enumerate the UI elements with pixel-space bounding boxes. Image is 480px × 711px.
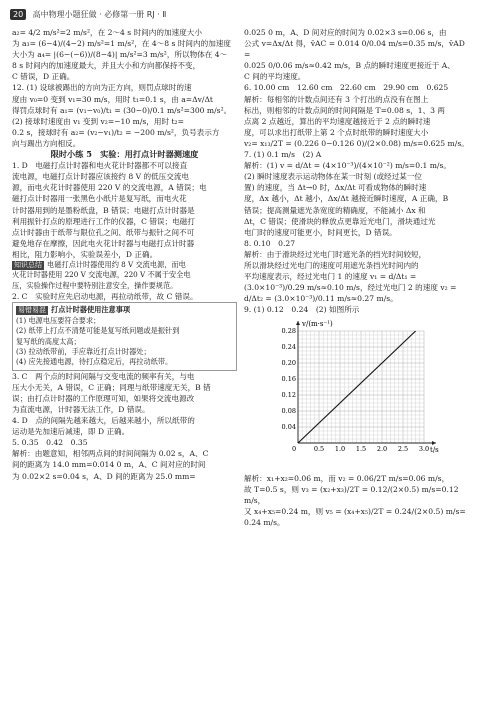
text-line: 度，Δx 越小，Δt 越小，Δx/Δt 越接近瞬时速度，A 正确，B [244, 194, 449, 204]
text-line: 电门时的速度可能更小，时间更长，D 错误。 [244, 227, 397, 237]
text-line: 0.2 s，接球时有 a₂= (v₂−v₁)/t₂ = −200 m/s²，负号表示方 [12, 127, 220, 137]
text-line: 6. 10.00 cm 12.60 cm 22.60 cm 29.90 cm 0.625 [244, 83, 449, 93]
text-line: 为直流电源，计时器无法工作，D 错误。 [12, 405, 150, 414]
text-line: 错误；提高测量遮光条宽度的精确度，不能减小 Δx 和 [244, 205, 426, 215]
text-line: 误；由打点计时器的工作原理可知，如果将交流电源改 [12, 393, 195, 403]
text-line: 标出，则相邻的计数点间的时间间隔是 T=0.08 s，1、3 两 [244, 105, 446, 115]
velocity-time-graph [264, 317, 444, 467]
y-tick-label: 0.24 [281, 343, 296, 352]
text-line: 为 a₃= (6−4)/(4−2) m/s²=1 m/s²，在 4～8 s 时间内的加速度 [12, 39, 231, 49]
y-tick-label: 0.28 [281, 327, 296, 336]
page-number: 20 [10, 9, 26, 20]
text-line: 源，而电火花计时器使用 220 V 的交流电源，A 错误；电 [12, 183, 207, 193]
text-line: 磁打点计时器用一张黑色小纸片是复写纸，而电火花 [12, 194, 187, 204]
x-tick-label: 1.0 [334, 445, 346, 454]
text-line: 解析：(1) v = d/Δt = (4×10⁻³)/(4×10⁻²) m/s=0.1 m/s。 [244, 161, 451, 171]
left-column [12, 27, 237, 482]
text-line: 避免地存在摩擦，因此电火花计时器与电磁打点计时器 [12, 238, 195, 248]
y-tick-label: 0.20 [281, 359, 296, 368]
text-line: 利用振针打点的原理进行工作的仪器，C 错误；电磁打 [12, 216, 195, 226]
y-tick-label: 0.08 [281, 407, 296, 416]
text-line: 点离 2 点越近，算出的平均速度越接近于 2 点的瞬时速 [244, 116, 431, 126]
note-line: (1) 电源电压要符合要求； [16, 315, 101, 325]
book-title: 高中物理小题狂做 · 必修第一册 RJ · Ⅱ [32, 10, 167, 19]
text-line: 又 x₄+x₅=0.24 m，则 v₅ = (x₄+x₅)/2T = 0.24/(2×0.5) m/s= [244, 506, 466, 516]
note-line: 火花计时器使用 220 V 交流电源，220 V 不属于安全电 [12, 270, 191, 280]
text-line: 12. (1) 设球被踢出的方向为正方向，则罚点球时的速 [12, 83, 192, 93]
text-line: C 间的平均速度。 [244, 72, 306, 82]
text-line: 故 T=0.5 s，则 v₃ = (x₂+x₃)/2T = 0.12/(2×0.5) m/s=0.12 m/s， [244, 484, 459, 505]
text-line: 得罚点球时有 a₁= (v₁−v₀)/t₁ = (30−0)/0.1 m/s²=300 m/s²。 [12, 105, 232, 115]
text-line: 相比，阻力影响小，实验误差小，D 正确。 [12, 249, 158, 259]
text-line: 1. D 电磁打点计时器和电火花计时器都不可以接直 [12, 161, 188, 171]
text-line: v₂= x₁₃/2T = (0.226 0−0.126 0)/(2×0.08) m/s=0.625 m/s。 [244, 138, 469, 148]
y-tick-label: 0.04 [281, 423, 296, 432]
x-tick-label: 0.5 [313, 445, 325, 454]
text-line: 7. (1) 0.1 m/s (2) A [244, 150, 322, 160]
text-line: 度由 v₀=0 变到 v₁=30 m/s，用时 t₁=0.1 s，由 a=Δv/Δt [12, 94, 213, 104]
chart-grid [298, 331, 424, 443]
text-line: (3.0×10⁻³)/0.29 m/s≈0.10 m/s，经过光电门 2 的速度 v₂ = [244, 283, 457, 293]
knowledge-summary-note [12, 260, 237, 291]
y-tick-label: 0.16 [281, 375, 296, 384]
text-line: 公式 v=Δx/Δt 得，v̄AC = 0.014 0/0.04 m/s=0.35 m/s，v̄AD = [244, 39, 465, 60]
y-axis-label: v/(m·s⁻¹) [302, 320, 333, 329]
x-axis-arrow [432, 441, 436, 445]
text-line: 解析：由于滑块经过光电门时遮光条的挡光时间较短， [244, 249, 427, 259]
text-line: a₂= 4/2 m/s²=2 m/s²，在 2～4 s 时间内的加速度大小 [12, 28, 202, 37]
y-tick-label: 0.12 [281, 391, 296, 400]
x-tick-label: 3.0 [418, 445, 430, 454]
text-line: 压大小无关，A 错误，C 正确；同理与纸带速度无关，B 错 [12, 382, 211, 392]
text-line: 解析：由题意知，相邻两点间的时间间隔为 0.02 s，A、C [12, 449, 209, 459]
text-line: 运动是先加速后减速，即 D 正确。 [12, 427, 130, 437]
text-line: 计时器用到的是墨粉纸盘，B 错误；电磁打点计时器是 [12, 205, 195, 215]
note-tag: 易错易混 [18, 306, 46, 315]
text-line: C 错误，D 正确。 [12, 72, 75, 82]
text-line: 流电源，电磁打点计时器应该接约 8 V 的低压交流电 [12, 172, 190, 182]
text-line: 向与踢出方向相反。 [12, 138, 81, 148]
text-line: 点计时器由于纸带与限位孔之间、纸带与振针之间不可 [12, 227, 195, 237]
text-line: 间的距离为 14.0 mm=0.014 0 m，A、C 间对应的时间 [12, 460, 206, 470]
mistake-tip-box [12, 302, 237, 370]
right-column [244, 27, 470, 528]
y-axis-arrow [296, 321, 300, 325]
text-line: 9. (1) 0.12 0.24 (2) 如图所示 [244, 305, 360, 315]
note-line: (3) 拉动纸带前，手应靠近打点计时器处； [16, 346, 151, 356]
section-title: 限时小练 5 实验：用打点计时器测速度 [50, 149, 199, 160]
text-line: (2) 瞬时速度表示运动物体在某一时刻 (或经过某一位 [244, 172, 423, 182]
note-line: 复写纸的高度太高； [16, 336, 81, 346]
text-line: 4. D 点的间隔先越来越大，后越来越小，所以纸带的 [12, 416, 195, 426]
note-line: 电磁打点计时器使用约 8 V 交流电源，而电 [47, 259, 186, 269]
x-tick-label: 1.5 [355, 445, 367, 454]
text-line: 大小为 a₄= |(6−(−6))/(8−4)| m/s²=3 m/s²，所以物体在 4～ [12, 50, 228, 60]
text-line: 为 0.02×2 s=0.04 s，A、D 间的距离为 25.0 mm= [12, 471, 196, 481]
text-line: 3. C 两个点的时间间隔与交变电流的频率有关，与电 [12, 371, 195, 381]
note-line: 压，实验操作过程中要特别注意安全，操作要规范。 [12, 280, 178, 290]
text-line: d/Δt₂ = (3.0×10⁻³)/0.11 m/s≈0.27 m/s。 [244, 294, 398, 304]
text-line: 平均速度表示，经过光电门 1 的速度 v₁ = d/Δt₁ = [244, 272, 417, 282]
text-line: 2. C 实验时应先启动电源，再拉动纸带，故 C 错误。 [12, 292, 198, 302]
x-axis-label: t/s [430, 446, 439, 455]
page-header [10, 9, 470, 22]
text-line: 度，可以求出打纸带上第 2 个点时纸带的瞬时速度大小 [244, 127, 429, 137]
x-tick-label: 2.0 [376, 445, 388, 454]
text-line: Δt，C 错误；使滑块的释放点更靠近光电门，滑块通过光 [244, 216, 436, 226]
note-line: (4) 应先接通电源，待打点稳定后，再拉动纸带。 [16, 357, 173, 367]
text-line: 5. 0.35 0.42 0.35 [12, 438, 88, 448]
text-line: 解析：x₁+x₂=0.06 m，而 v₂ = 0.06/2T m/s=0.06 m/s， [244, 473, 450, 483]
text-line: 8. 0.10 0.27 [244, 238, 296, 248]
text-line: (2) 接球时速度由 v₁ 变到 v₂=−10 m/s，用时 t₂= [12, 116, 184, 126]
text-line: 解析：每相邻的计数点间还有 3 个打出的点没有在图上 [244, 94, 429, 104]
origin-label: 0 [292, 445, 297, 454]
text-line: 8 s 时间内的加速度最大，并且大小和方向都保持不变， [12, 61, 201, 71]
note-tag: 知识总结 [14, 260, 42, 269]
text-line: 0.24 m/s。 [244, 517, 285, 527]
text-line: 0.025 0 m，A、D 间对应的时间为 0.02×3 s=0.06 s，由 [244, 28, 447, 37]
text-line: 0.025 0/0.06 m/s≈0.42 m/s，B 点的瞬时速度更接近于 A、 [244, 61, 455, 71]
text-line: 所以滑块经过光电门的速度可用遮光条挡光时间内的 [244, 260, 419, 270]
note-title: 打点计时器使用注意事项 [51, 305, 131, 315]
x-tick-label: 2.5 [397, 445, 409, 454]
text-line: 置) 的速度，当 Δt→0 时，Δx/Δt 可看成物体的瞬时速 [244, 183, 427, 193]
note-line: (2) 纸带上打点不清楚可能是复写纸问题或是振针到 [16, 326, 180, 336]
